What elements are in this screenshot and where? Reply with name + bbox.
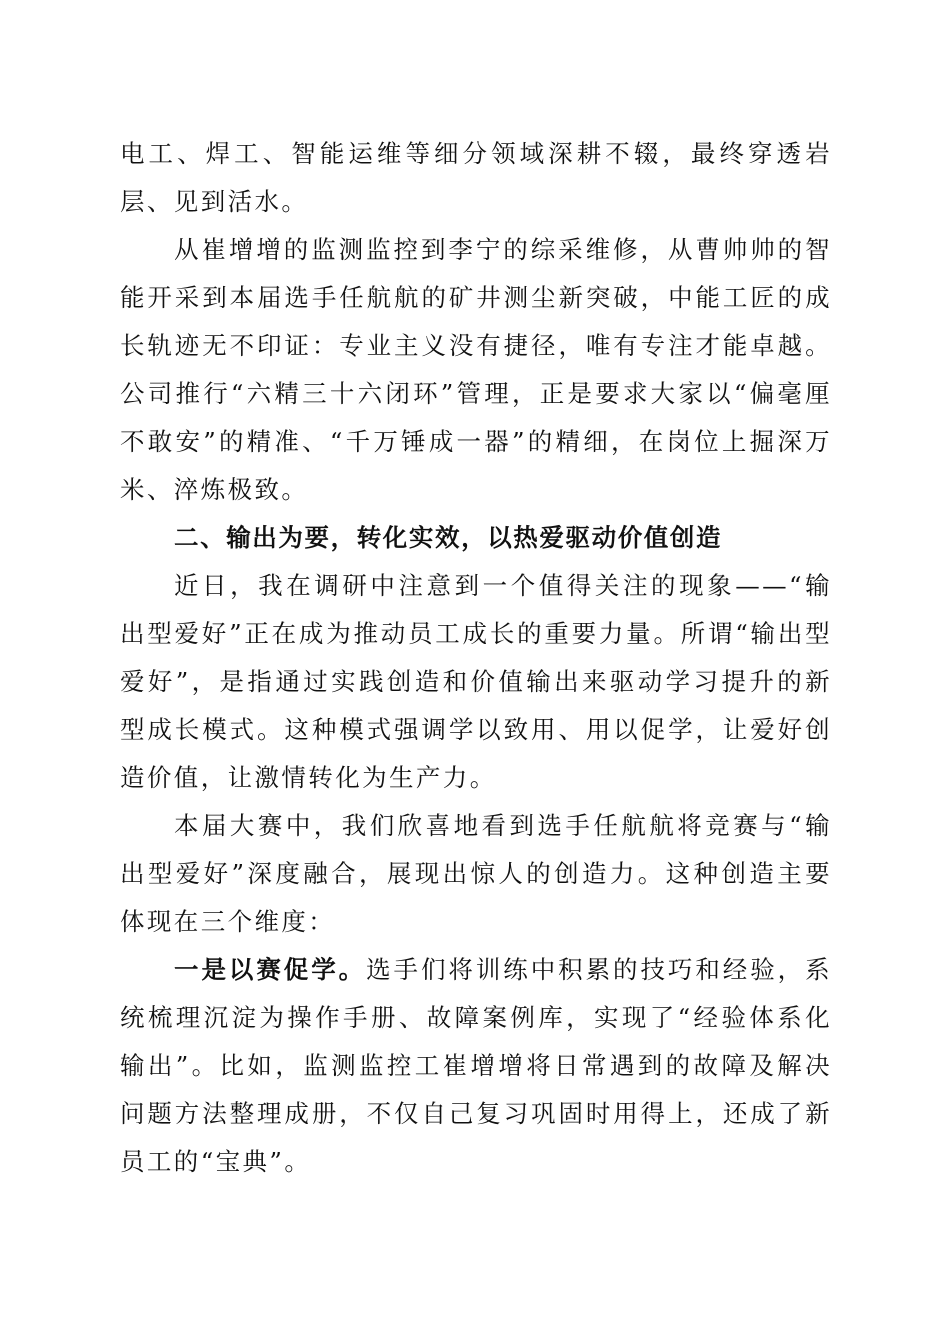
point-one-lead: 一是以赛促学。	[174, 955, 367, 984]
paragraph-continuation: 电工、焊工、智能运维等细分领域深耕不辍，最终穿透岩层、见到活水。	[120, 139, 832, 216]
section-heading-2: 二、输出为要，转化实效，以热爱驱动价值创造	[174, 523, 723, 552]
paragraph-point-one	[120, 946, 832, 1186]
paragraph-output-hobby: 近日，我在调研中注意到一个值得关注的现象——“输出型爱好”正在成为推动员工成长的重要力量。所谓“输出型爱好”，是指通过实践创造和价值输出来驱动学习提升的新型成长模式。这种模式强调学以致用、用以促学，让爱好创造价值，让激情转化为生产力。	[120, 571, 832, 792]
document-body	[120, 130, 832, 1186]
point-one-body: 选手们将训练中积累的技巧和经验，系统梳理沉淀为操作手册、故障案例库，实现了“经验体系化输出”。比如，监测监控工崔增增将日常遇到的故障及解决问题方法整理成册，不仅自己复习巩固时用得上，还成了新员工的“宝典”。	[120, 955, 832, 1176]
paragraph-competition: 本届大赛中，我们欣喜地看到选手任航航将竞赛与“输出型爱好”深度融合，展现出惊人的创造力。这种创造主要体现在三个维度：	[120, 811, 832, 936]
paragraph-craftsmen: 从崔增增的监测监控到李宁的综采维修，从曹帅帅的智能开采到本届选手任航航的矿井测尘新突破，中能工匠的成长轨迹无不印证：专业主义没有捷径，唯有专注才能卓越。公司推行“六精三十六闭环”管理，正是要求大家以“偏毫厘不敢安”的精准、“千万锤成一器”的精细，在岗位上掘深万米、淬炼极致。	[120, 235, 832, 504]
